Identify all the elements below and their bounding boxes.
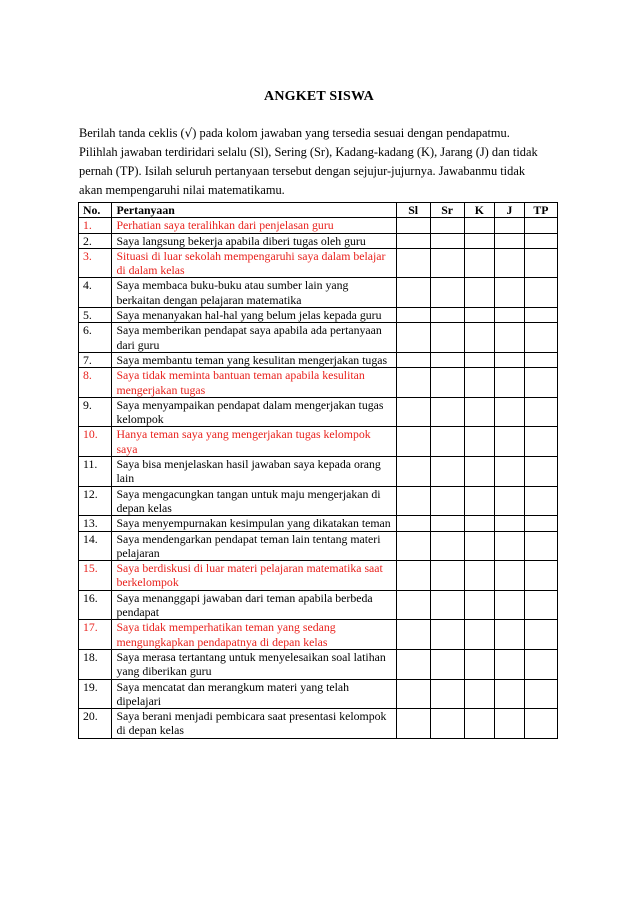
answer-cell-tp[interactable] <box>524 352 557 367</box>
answer-cell-j[interactable] <box>495 218 525 233</box>
answer-cell-sr[interactable] <box>430 427 464 457</box>
answer-cell-sr[interactable] <box>430 397 464 427</box>
answer-cell-j[interactable] <box>495 278 525 308</box>
answer-cell-sr[interactable] <box>430 308 464 323</box>
row-number: 13. <box>79 516 112 531</box>
answer-cell-j[interactable] <box>495 457 525 487</box>
check-mark-icon: √ <box>184 126 193 140</box>
row-number: 4. <box>79 278 112 308</box>
answer-cell-k[interactable] <box>464 248 494 278</box>
answer-cell-sr[interactable] <box>430 218 464 233</box>
answer-cell-sl[interactable] <box>396 397 430 427</box>
answer-cell-sl[interactable] <box>396 679 430 709</box>
answer-cell-sr[interactable] <box>430 649 464 679</box>
table-row <box>79 308 558 323</box>
answer-cell-k[interactable] <box>464 457 494 487</box>
answer-cell-sl[interactable] <box>396 308 430 323</box>
question-text: Saya menyempurnakan kesimpulan yang dikatakan teman <box>112 516 396 531</box>
answer-cell-sl[interactable] <box>396 590 430 620</box>
question-text: Saya mendengarkan pendapat teman lain tentang materi pelajaran <box>112 531 396 561</box>
answer-cell-j[interactable] <box>495 516 525 531</box>
table-row <box>79 427 558 457</box>
answer-cell-k[interactable] <box>464 679 494 709</box>
answer-cell-sr[interactable] <box>430 679 464 709</box>
answer-cell-j[interactable] <box>495 561 525 591</box>
table-row <box>79 486 558 516</box>
answer-cell-tp[interactable] <box>524 233 557 248</box>
answer-cell-k[interactable] <box>464 531 494 561</box>
question-text: Saya mencatat dan merangkum materi yang telah dipelajari <box>112 679 396 709</box>
row-number: 11. <box>79 457 112 487</box>
instruction-line-3: pernah (TP). Isilah seluruh pertanyaan tersebut dengan sejujur-jujurnya. Jawabanmu tidak <box>79 164 526 178</box>
answer-cell-sl[interactable] <box>396 620 430 650</box>
row-number: 15. <box>79 561 112 591</box>
instruction-line-1-pre: Berilah tanda ceklis ( <box>79 126 185 140</box>
row-number: 20. <box>79 709 112 739</box>
table-row <box>79 679 558 709</box>
answer-cell-sr[interactable] <box>430 620 464 650</box>
question-text: Saya langsung bekerja apabila diberi tugas oleh guru <box>112 233 396 248</box>
question-text: Saya mengacungkan tangan untuk maju mengerjakan di depan kelas <box>112 486 396 516</box>
table-row <box>79 457 558 487</box>
answer-cell-sl[interactable] <box>396 649 430 679</box>
row-number: 1. <box>79 218 112 233</box>
answer-cell-j[interactable] <box>495 427 525 457</box>
instruction-line-1 <box>79 124 559 143</box>
row-number: 5. <box>79 308 112 323</box>
answer-cell-k[interactable] <box>464 709 494 739</box>
row-number: 17. <box>79 620 112 650</box>
instruction-line-4: akan mempengaruhi nilai matematikamu. <box>79 183 285 197</box>
answer-cell-k[interactable] <box>464 397 494 427</box>
answer-cell-sl[interactable] <box>396 531 430 561</box>
table-row <box>79 620 558 650</box>
answer-cell-tp[interactable] <box>524 368 557 398</box>
answer-cell-k[interactable] <box>464 278 494 308</box>
answer-cell-tp[interactable] <box>524 679 557 709</box>
header-sr: Sr <box>430 203 464 218</box>
answer-cell-sr[interactable] <box>430 531 464 561</box>
answer-cell-tp[interactable] <box>524 709 557 739</box>
answer-cell-tp[interactable] <box>524 278 557 308</box>
answer-cell-sr[interactable] <box>430 368 464 398</box>
answer-cell-k[interactable] <box>464 620 494 650</box>
answer-cell-k[interactable] <box>464 323 494 353</box>
answer-cell-j[interactable] <box>495 531 525 561</box>
answer-cell-tp[interactable] <box>524 649 557 679</box>
answer-cell-sl[interactable] <box>396 233 430 248</box>
table-row <box>79 397 558 427</box>
question-text: Saya berdiskusi di luar materi pelajaran matematika saat berkelompok <box>112 561 396 591</box>
answer-cell-j[interactable] <box>495 679 525 709</box>
table-row <box>79 233 558 248</box>
question-text: Saya membaca buku-buku atau sumber lain yang berkaitan dengan pelajaran matematika <box>112 278 396 308</box>
row-number: 19. <box>79 679 112 709</box>
table-row <box>79 649 558 679</box>
row-number: 10. <box>79 427 112 457</box>
answer-cell-sl[interactable] <box>396 218 430 233</box>
answer-cell-j[interactable] <box>495 368 525 398</box>
table-row <box>79 561 558 591</box>
answer-cell-tp[interactable] <box>524 486 557 516</box>
row-number: 6. <box>79 323 112 353</box>
answer-cell-sl[interactable] <box>396 352 430 367</box>
question-text: Saya tidak meminta bantuan teman apabila kesulitan mengerjakan tugas <box>112 368 396 398</box>
answer-cell-tp[interactable] <box>524 531 557 561</box>
answer-cell-j[interactable] <box>495 352 525 367</box>
table-row <box>79 323 558 353</box>
instruction-line-1-post: ) pada kolom jawaban yang tersedia sesuai dengan pendapatmu. <box>192 126 510 140</box>
row-number: 9. <box>79 397 112 427</box>
answer-cell-tp[interactable] <box>524 561 557 591</box>
table-row <box>79 218 558 233</box>
instruction-line-2: Pilihlah jawaban terdiridari selalu (Sl), Sering (Sr), Kadang-kadang (K), Jarang (J) dan tidak <box>79 145 538 159</box>
answer-cell-j[interactable] <box>495 649 525 679</box>
answer-cell-k[interactable] <box>464 486 494 516</box>
answer-cell-k[interactable] <box>464 308 494 323</box>
table-row <box>79 368 558 398</box>
answer-cell-sr[interactable] <box>430 233 464 248</box>
answer-cell-k[interactable] <box>464 352 494 367</box>
question-text: Saya menyampaikan pendapat dalam mengerjakan tugas kelompok <box>112 397 396 427</box>
row-number: 3. <box>79 248 112 278</box>
answer-cell-k[interactable] <box>464 368 494 398</box>
answer-cell-sl[interactable] <box>396 709 430 739</box>
answer-cell-j[interactable] <box>495 308 525 323</box>
question-text: Saya berani menjadi pembicara saat presentasi kelompok di depan kelas <box>112 709 396 739</box>
answer-cell-sl[interactable] <box>396 457 430 487</box>
answer-cell-j[interactable] <box>495 486 525 516</box>
answer-cell-k[interactable] <box>464 233 494 248</box>
answer-cell-tp[interactable] <box>524 457 557 487</box>
answer-cell-sr[interactable] <box>430 709 464 739</box>
answer-cell-sr[interactable] <box>430 323 464 353</box>
row-number: 16. <box>79 590 112 620</box>
answer-cell-k[interactable] <box>464 218 494 233</box>
answer-cell-sr[interactable] <box>430 590 464 620</box>
answer-cell-sl[interactable] <box>396 516 430 531</box>
answer-cell-k[interactable] <box>464 590 494 620</box>
table-row <box>79 709 558 739</box>
header-question: Pertanyaan <box>112 203 396 218</box>
row-number: 8. <box>79 368 112 398</box>
answer-cell-tp[interactable] <box>524 620 557 650</box>
question-text: Saya menanggapi jawaban dari teman apabila berbeda pendapat <box>112 590 396 620</box>
answer-cell-k[interactable] <box>464 516 494 531</box>
answer-cell-j[interactable] <box>495 233 525 248</box>
answer-cell-sr[interactable] <box>430 352 464 367</box>
answer-cell-j[interactable] <box>495 248 525 278</box>
page-title: ANGKET SISWA <box>264 89 374 104</box>
table-header-row <box>79 203 558 218</box>
answer-cell-j[interactable] <box>495 397 525 427</box>
question-text: Saya tidak memperhatikan teman yang sedang mengungkapkan pendapatnya di depan kelas <box>112 620 396 650</box>
row-number: 14. <box>79 531 112 561</box>
answer-cell-tp[interactable] <box>524 308 557 323</box>
answer-cell-j[interactable] <box>495 323 525 353</box>
answer-cell-sr[interactable] <box>430 457 464 487</box>
answer-cell-k[interactable] <box>464 649 494 679</box>
answer-cell-sr[interactable] <box>430 486 464 516</box>
question-text: Saya memberikan pendapat saya apabila ada pertanyaan dari guru <box>112 323 396 353</box>
question-text: Hanya teman saya yang mengerjakan tugas kelompok saya <box>112 427 396 457</box>
row-number: 12. <box>79 486 112 516</box>
answer-cell-tp[interactable] <box>524 397 557 427</box>
answer-cell-sr[interactable] <box>430 248 464 278</box>
answer-cell-sl[interactable] <box>396 248 430 278</box>
table-row <box>79 516 558 531</box>
questionnaire-table <box>78 202 558 739</box>
answer-cell-sl[interactable] <box>396 427 430 457</box>
question-text: Situasi di luar sekolah mempengaruhi saya dalam belajar di dalam kelas <box>112 248 396 278</box>
header-j: J <box>495 203 525 218</box>
answer-cell-tp[interactable] <box>524 427 557 457</box>
question-text: Saya membantu teman yang kesulitan mengerjakan tugas <box>112 352 396 367</box>
instructions <box>79 124 559 200</box>
answer-cell-j[interactable] <box>495 590 525 620</box>
table-row <box>79 248 558 278</box>
question-text: Saya merasa tertantang untuk menyelesaikan soal latihan yang diberikan guru <box>112 649 396 679</box>
question-text: Saya bisa menjelaskan hasil jawaban saya kepada orang lain <box>112 457 396 487</box>
answer-cell-k[interactable] <box>464 427 494 457</box>
table-row <box>79 590 558 620</box>
answer-cell-tp[interactable] <box>524 516 557 531</box>
answer-cell-sl[interactable] <box>396 486 430 516</box>
question-text: Perhatian saya teralihkan dari penjelasan guru <box>112 218 396 233</box>
header-sl: Sl <box>396 203 430 218</box>
answer-cell-j[interactable] <box>495 620 525 650</box>
answer-cell-k[interactable] <box>464 561 494 591</box>
answer-cell-tp[interactable] <box>524 218 557 233</box>
answer-cell-sl[interactable] <box>396 323 430 353</box>
answer-cell-sl[interactable] <box>396 368 430 398</box>
answer-cell-tp[interactable] <box>524 248 557 278</box>
answer-cell-j[interactable] <box>495 709 525 739</box>
answer-cell-tp[interactable] <box>524 590 557 620</box>
row-number: 7. <box>79 352 112 367</box>
header-tp: TP <box>524 203 557 218</box>
table-row <box>79 531 558 561</box>
answer-cell-sl[interactable] <box>396 561 430 591</box>
answer-cell-sl[interactable] <box>396 278 430 308</box>
row-number: 2. <box>79 233 112 248</box>
answer-cell-tp[interactable] <box>524 323 557 353</box>
answer-cell-sr[interactable] <box>430 278 464 308</box>
header-k: K <box>464 203 494 218</box>
question-text: Saya menanyakan hal-hal yang belum jelas kepada guru <box>112 308 396 323</box>
answer-cell-sr[interactable] <box>430 516 464 531</box>
answer-cell-sr[interactable] <box>430 561 464 591</box>
row-number: 18. <box>79 649 112 679</box>
header-no: No. <box>79 203 112 218</box>
table-row <box>79 278 558 308</box>
table-row <box>79 352 558 367</box>
